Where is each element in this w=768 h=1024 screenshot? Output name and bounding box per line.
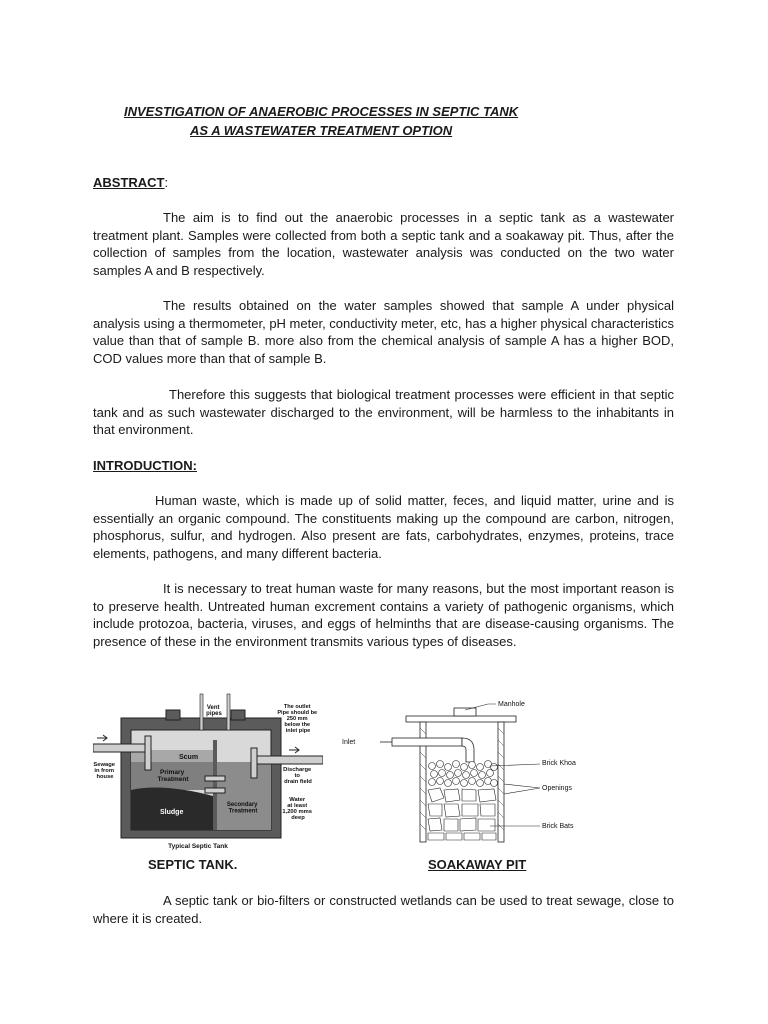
abstract-colon: :	[164, 175, 169, 190]
scum-label: Scum	[179, 754, 199, 761]
brick-khoa-label: Brick Khoa	[542, 760, 576, 767]
abstract-paragraph-3: Therefore this suggests that biological treatment processes were efficient in that septic tank and as such wastewater discharged to the environment, will be harmless to the inhabitants in that environment.	[93, 387, 674, 438]
typical-septic-label: Typical Septic Tank	[168, 843, 228, 850]
paper-title-line-2: AS A WASTEWATER TREATMENT OPTION	[190, 123, 453, 138]
paper-title-line-1: INVESTIGATION OF ANAEROBIC PROCESSES IN SEPTIC TANK	[124, 104, 519, 119]
septic-tank-caption: SEPTIC TANK.	[148, 857, 238, 872]
introduction-heading: INTRODUCTION:	[93, 458, 197, 473]
abstract-heading-wrap	[93, 175, 168, 190]
inlet-label: Inlet	[342, 739, 356, 746]
introduction-paragraph-1: Human waste, which is made up of solid matter, feces, and liquid matter, urine and is essentially an organic compound. The constituents making up the compound are carbon, nitrogen, phosphorus, sulfur, and hydrogen. Also present are fats, carbohydrates, enzymes, proteins, trace elements, pathogens, and many different bacteria.	[93, 493, 674, 561]
soakaway-pit-caption: SOAKAWAY PIT	[428, 857, 527, 872]
abstract-heading: ABSTRACT	[93, 175, 165, 190]
primary-label: Primary Treatment	[157, 769, 189, 783]
outlet-label: The outlet Pipe should be 250 mm below the inlet pipe	[277, 704, 318, 734]
introduction-paragraph-2: It is necessary to treat human waste for many reasons, but the most important reason is to preserve health. Untreated human excrement contains a variety of pathogenic organisms, which include protozoa, bacteria, viruses, and eggs of helminths that are disease-causing organisms. The presence of these in the environment transmits various types of diseases.	[93, 581, 674, 649]
abstract-paragraph-2: The results obtained on the water samples showed that sample A under physical analysis using a thermometer, pH meter, conductivity meter, etc, has a higher physical characteristics value than that of sample B. more also from the chemical analysis of sample A has a higher BOD, COD values more than that of sample B.	[93, 298, 674, 366]
abstract-paragraph-1: The aim is to find out the anaerobic processes in a septic tank as a wastewater treatment plant. Samples were collected from both a septic tank and a soakaway pit. Thus, after the collection of samples from the location, wastewater analysis was conducted on the two water samples A and B respectively.	[93, 210, 674, 278]
soakaway-pit-diagram	[340, 698, 620, 850]
manhole-label: Manhole	[498, 701, 525, 708]
closing-paragraph: A septic tank or bio-filters or constructed wetlands can be used to treat sewage, close to where it is created.	[93, 893, 674, 926]
sewage-label: Sewage in from house	[93, 762, 115, 780]
septic-tank-diagram	[93, 688, 323, 854]
openings-label: Openings	[542, 785, 572, 792]
brick-bats-label: Brick Bats	[542, 823, 574, 830]
discharge-label: Discharge to drain field	[283, 767, 312, 785]
secondary-label: Secondary Treatment	[226, 802, 258, 815]
vent-label: Vent pipes	[206, 705, 222, 717]
sludge-label: Sludge	[160, 809, 184, 816]
water-depth-label: Water at least 1,200 mms deep	[282, 797, 313, 821]
